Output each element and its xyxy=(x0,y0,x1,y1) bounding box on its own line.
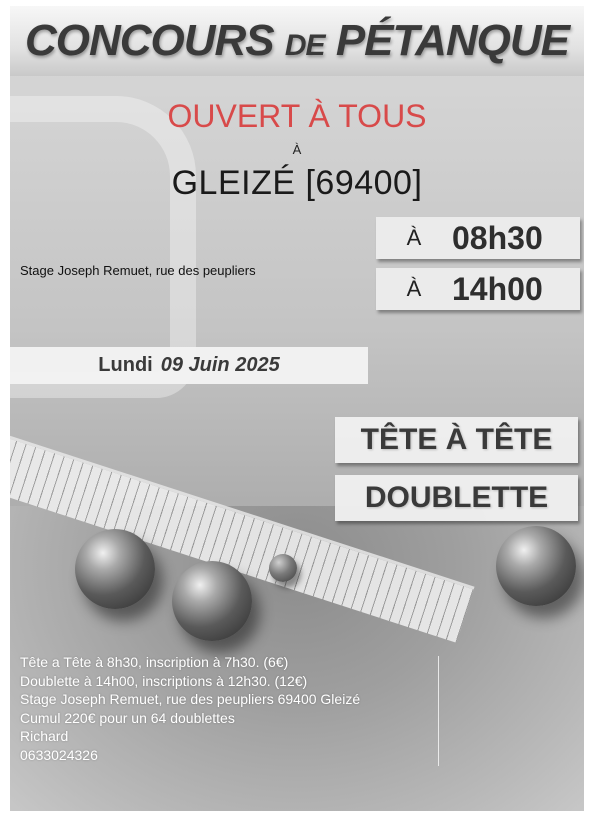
format-doublette: DOUBLETTE xyxy=(335,475,578,521)
subtitle: OUVERT À TOUS xyxy=(167,98,427,134)
detail-line: Richard xyxy=(20,728,69,745)
venue-text: Stage Joseph Remuet, rue des peupliers xyxy=(20,263,256,278)
detail-line: Stage Joseph Remuet, rue des peupliers 69400 Gleizé xyxy=(20,691,361,708)
date-value: 09 Juin 2025 xyxy=(160,354,280,376)
title-word-petanque: PÉTANQUE xyxy=(335,16,570,65)
location: GLEIZÉ [69400] xyxy=(171,164,423,202)
detail-line: 0633024326 xyxy=(20,746,98,763)
detail-line: Cumul 220€ pour un 64 doublettes xyxy=(20,709,235,726)
poster xyxy=(10,6,584,811)
cochonnet xyxy=(269,554,297,582)
time-box-morning xyxy=(376,217,580,259)
divider-line xyxy=(438,656,439,766)
boule-right xyxy=(496,526,576,606)
a-word: À xyxy=(292,142,302,157)
date-day: Lundi xyxy=(98,354,153,376)
detail-line: Tête a Tête à 8h30, inscription à 7h30. (6€) xyxy=(20,654,289,670)
details-block xyxy=(20,653,360,765)
date-bar xyxy=(10,347,368,384)
time-box-afternoon xyxy=(376,268,580,310)
title-word-de: DE xyxy=(284,29,325,62)
boule-left xyxy=(75,529,155,609)
time-prefix: À xyxy=(406,276,422,301)
boule-center xyxy=(172,561,252,641)
time-value: 08h30 xyxy=(452,219,543,256)
time-value: 14h00 xyxy=(452,270,543,307)
poster-title xyxy=(10,16,584,66)
format-tete-a-tete: TÊTE À TÊTE xyxy=(335,417,578,463)
time-prefix: À xyxy=(406,225,422,250)
title-word-concours: CONCOURS xyxy=(24,16,274,65)
detail-line: Doublette à 14h00, inscriptions à 12h30. (12€) xyxy=(20,672,308,689)
